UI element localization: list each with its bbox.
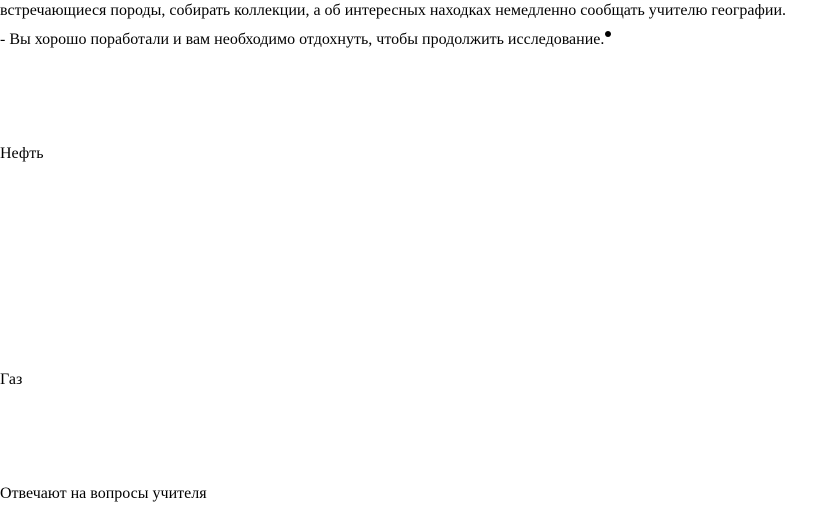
bullet-icon xyxy=(605,31,611,37)
text-line-rest xyxy=(0,32,611,48)
text-line-rest-label: - Вы хорошо поработали и вам необходимо отдохнуть, чтобы продолжить исследование. xyxy=(0,31,605,48)
label-oil: Нефть xyxy=(0,145,44,162)
text-line-instructions: встречающиеся породы, собирать коллекции, а об интересных находках немедленно сообщать учителю географии. xyxy=(0,2,787,19)
text-line-answers: Отвечают на вопросы учителя xyxy=(0,485,207,502)
label-gas: Газ xyxy=(0,371,23,388)
